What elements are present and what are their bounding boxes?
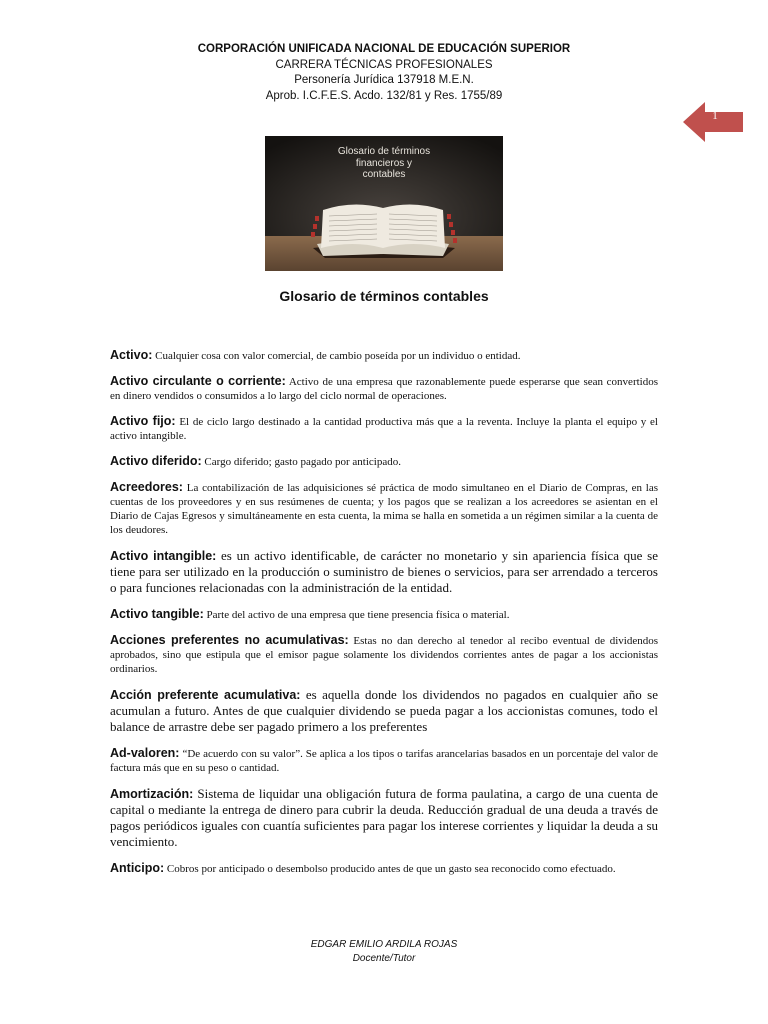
term-definition: “De acuerdo con su valor”. Se aplica a los tipos o tarifas arancelarias basados en un porcentaje del valor de factura más que en su peso o cantidad.: [110, 748, 658, 774]
institution-name: CORPORACIÓN UNIFICADA NACIONAL DE EDUCACIÓN SUPERIOR: [197, 43, 571, 55]
term-definition: Estas no dan derecho al tenedor al recibo eventual de dividendos aprobados, sino que estipula que el emisor pague solamente los dividendos corrientes antes de pagar a los accionistas ordinarios.: [110, 635, 658, 675]
term-definition: es un activo identificable, de carácter no monetario y sin apariencia física que se tiene para ser utilizado en la producción o suministro de bienes o servicios, para ser arrendado a terceros o para funciones relacionadas con la administración de la entidad.: [110, 548, 658, 595]
glossary-entry: [110, 786, 658, 850]
term-name: Acciones preferentes no acumulativas:: [110, 633, 349, 647]
term-name: Ad-valoren:: [110, 746, 180, 760]
term-definition: Parte del activo de una empresa que tiene presencia física o material.: [203, 609, 510, 621]
term-definition: Cualquier cosa con valor comercial, de cambio poseída por un individuo o entidad.: [152, 350, 521, 362]
page-title: Glosario de términos contables: [279, 288, 489, 304]
term-name: Activo fijo:: [110, 414, 176, 428]
term-definition: Cargo diferido; gasto pagado por anticipado.: [201, 456, 401, 468]
term-definition: Cobros por anticipado o desembolso producido antes de que un gasto sea reconocido como efectuado.: [164, 863, 616, 875]
term-definition: El de ciclo largo destinado a la cantidad productiva más que a la reventa. Incluye la planta el equipo y el activo intangible.: [110, 416, 658, 442]
glossary-entry: [110, 861, 658, 876]
term-name: Activo:: [110, 348, 153, 362]
term-name: Activo circulante o corriente:: [110, 374, 286, 388]
glossary-entry: [110, 548, 658, 596]
legal-registration: Personería Jurídica 137918 M.E.N.: [294, 74, 474, 86]
glossary-entry: [110, 607, 658, 622]
term-definition: Activo de una empresa que razonablemente puede esperarse que sean convertidos en dinero vendidos o consumidos a lo largo del ciclo normal de operaciones.: [110, 376, 659, 402]
document-header: [0, 42, 768, 104]
glossary-entry: [110, 633, 658, 676]
glossary-entry: [110, 348, 658, 363]
term-name: Amortización:: [110, 787, 194, 801]
glossary-list: [110, 348, 658, 887]
glossary-entry: [110, 687, 658, 735]
term-name: Activo intangible:: [110, 549, 217, 563]
term-name: Activo diferido:: [110, 454, 202, 468]
glossary-entry: [110, 746, 658, 775]
term-name: Acción preferente acumulativa:: [110, 688, 301, 702]
author-role: Docente/Tutor: [352, 953, 416, 964]
glossary-entry: [110, 414, 658, 443]
program-name: CARRERA TÉCNICAS PROFESIONALES: [275, 58, 493, 71]
author-name: EDGAR EMILIO ARDILA ROJAS: [310, 939, 458, 950]
term-definition: Sistema de liquidar una obligación futura de forma paulatina, a cargo de una cuenta de capital o mediante la entrega de dinero para cubrir la deuda. Reducción gradual de una deuda a través de pagos periódicos iguales con cuantía suficientes para pagar los interese corrientes y liquidar la deuda a su vencimiento.: [110, 786, 658, 849]
cover-image: [265, 136, 503, 271]
term-name: Anticipo:: [110, 861, 165, 875]
document-footer: [0, 938, 768, 966]
approval-line: Aprob. I.C.F.E.S. Acdo. 132/81 y Res. 1755/89: [265, 89, 503, 102]
glossary-entry: [110, 454, 658, 469]
glossary-entry: [110, 374, 658, 403]
term-definition: La contabilización de las adquisiciones sé práctica de modo simultaneo en el Diario de Compras, en las cuentas de los proveedores y en sus resúmenes de cuenta; y los pagos que se realizan a los acreedores se asientan en el Diario de Cajas Egresos y simultáneamente en esta cuenta, la mima se halla en sometida a un régimen similar a la cuenta de los deudores.: [110, 482, 658, 536]
cover-caption: Glosario de términos financieros y contables: [337, 146, 431, 180]
term-name: Activo tangible:: [110, 607, 204, 621]
glossary-entry: [110, 480, 658, 537]
term-definition: es aquella donde los dividendos no pagados en cualquier año se acumulan a futuro. Antes de que cualquier dividendo se pueda pagar a los accionistas comunes, todo el balance de arrastre debe ser pagado primero a los preferentes: [110, 687, 659, 734]
page-number: 1: [712, 110, 718, 122]
left-arrow-icon[interactable]: [683, 102, 743, 142]
term-name: Acreedores:: [110, 480, 183, 494]
